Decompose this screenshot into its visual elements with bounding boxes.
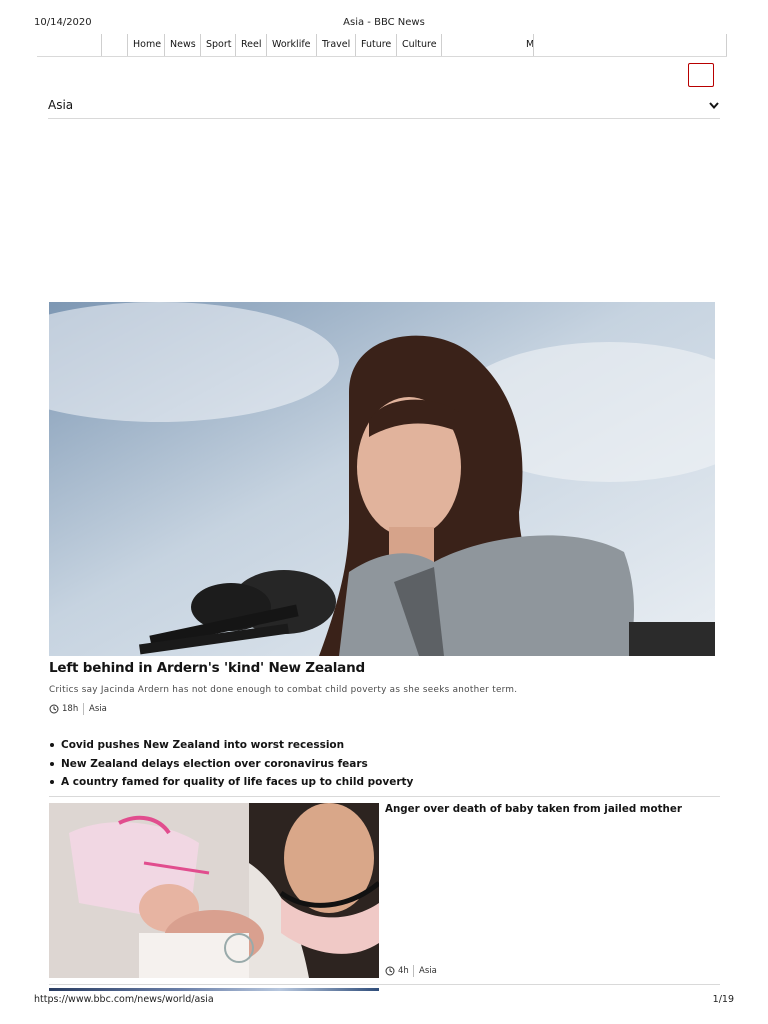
story-headline[interactable]: Anger over death of baby taken from jailed mother xyxy=(385,803,682,815)
story-image[interactable] xyxy=(49,803,379,978)
nav-item-future[interactable]: Future xyxy=(355,34,396,56)
hero-photo xyxy=(49,302,715,656)
hero-section-tag[interactable]: Asia xyxy=(83,703,107,715)
nav-item-worklife[interactable]: Worklife xyxy=(266,34,316,56)
nav-item-home[interactable]: Home xyxy=(127,34,164,56)
related-link[interactable]: A country famed for quality of life faces up to child poverty xyxy=(49,774,413,793)
chevron-down-icon[interactable] xyxy=(708,99,720,111)
story-photo xyxy=(49,803,379,978)
divider xyxy=(49,796,720,797)
nav-item-reel[interactable]: Reel xyxy=(235,34,266,56)
section-navigation[interactable] xyxy=(48,96,720,119)
print-url: https://www.bbc.com/news/world/asia xyxy=(34,994,214,1005)
hero-meta xyxy=(49,703,149,715)
nav-separator xyxy=(726,34,727,56)
nav-separator xyxy=(533,34,534,56)
nav-separator xyxy=(441,34,442,56)
related-links-list xyxy=(49,737,413,793)
section-title: Asia xyxy=(48,98,74,112)
print-header xyxy=(34,17,734,31)
nav-item-travel[interactable]: Travel xyxy=(316,34,355,56)
divider xyxy=(49,984,720,985)
print-page-number: 1/19 xyxy=(712,994,734,1005)
next-story-image[interactable] xyxy=(49,988,379,991)
nav-more-button[interactable]: M xyxy=(526,39,535,50)
nav-item-news[interactable]: News xyxy=(164,34,200,56)
print-footer xyxy=(34,994,734,1008)
related-link[interactable]: New Zealand delays election over coronavirus fears xyxy=(49,756,413,775)
print-date: 10/14/2020 xyxy=(34,17,92,28)
story-section-tag[interactable]: Asia xyxy=(413,965,437,977)
related-link[interactable]: Covid pushes New Zealand into worst recession xyxy=(49,737,413,756)
hero-headline[interactable]: Left behind in Ardern's 'kind' New Zealand xyxy=(49,660,365,676)
hero-story-image[interactable] xyxy=(49,302,715,656)
nav-item-culture[interactable]: Culture xyxy=(396,34,441,56)
nav-item-sport[interactable]: Sport xyxy=(200,34,235,56)
global-navigation xyxy=(37,34,727,57)
hero-timestamp: 18h xyxy=(62,704,79,714)
clock-icon xyxy=(49,704,59,714)
story-timestamp: 4h xyxy=(398,966,409,976)
nav-separator xyxy=(101,34,102,56)
menu-icon-box[interactable] xyxy=(688,63,714,87)
story-meta xyxy=(385,965,485,977)
clock-icon xyxy=(385,966,395,976)
hero-summary: Critics say Jacinda Ardern has not done enough to combat child poverty as she seeks another term. xyxy=(49,685,518,695)
print-page-title: Asia - BBC News xyxy=(343,17,425,28)
